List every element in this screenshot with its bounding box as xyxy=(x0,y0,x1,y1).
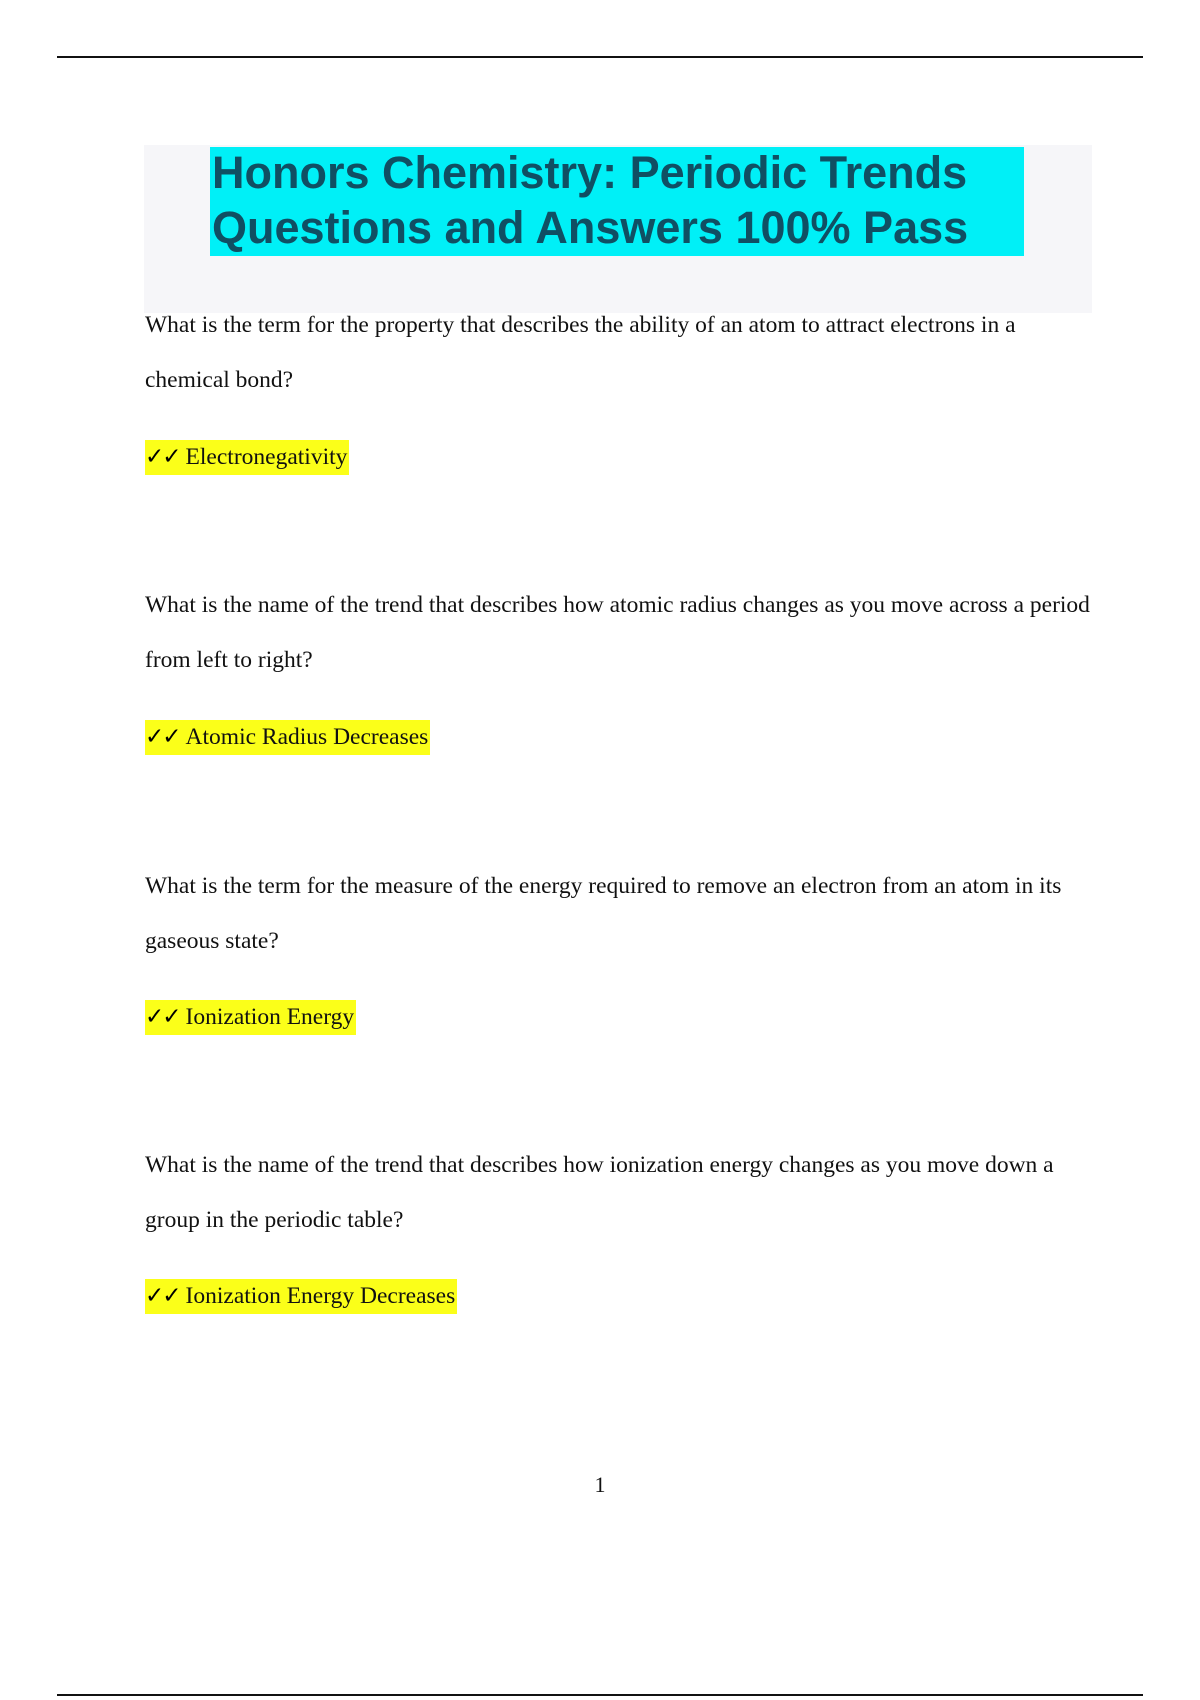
footer-rule xyxy=(57,1694,1143,1696)
question-2: What is the name of the trend that describes how atomic radius changes as you move across a period from left to right? xyxy=(145,592,1090,673)
answer-2-text: Atomic Radius Decreases xyxy=(185,724,429,750)
answer-2 xyxy=(145,720,430,755)
double-check-icon: ✓✓ xyxy=(145,1283,180,1309)
answer-4 xyxy=(145,1279,457,1314)
answer-3 xyxy=(145,1000,356,1035)
document-title-line-1: Honors Chemistry: Periodic Trends xyxy=(212,147,968,198)
double-check-icon: ✓✓ xyxy=(145,1004,180,1030)
question-3: What is the term for the measure of the energy required to remove an electron from an atom in its gaseous state? xyxy=(145,873,1062,954)
double-check-icon: ✓✓ xyxy=(145,444,180,470)
question-4: What is the name of the trend that describes how ionization energy changes as you move down a group in the periodic table? xyxy=(145,1152,1054,1233)
answer-1 xyxy=(145,440,349,475)
answer-3-text: Ionization Energy xyxy=(185,1004,355,1030)
question-1: What is the term for the property that describes the ability of an atom to attract electrons in a chemical bond? xyxy=(145,312,1016,393)
answer-1-text: Electronegativity xyxy=(185,444,348,470)
header-rule xyxy=(57,56,1143,58)
answer-4-text: Ionization Energy Decreases xyxy=(185,1283,456,1309)
document-title-line-2: Questions and Answers 100% Pass xyxy=(212,202,969,253)
page-number: 1 xyxy=(594,1472,606,1497)
double-check-icon: ✓✓ xyxy=(145,724,180,750)
